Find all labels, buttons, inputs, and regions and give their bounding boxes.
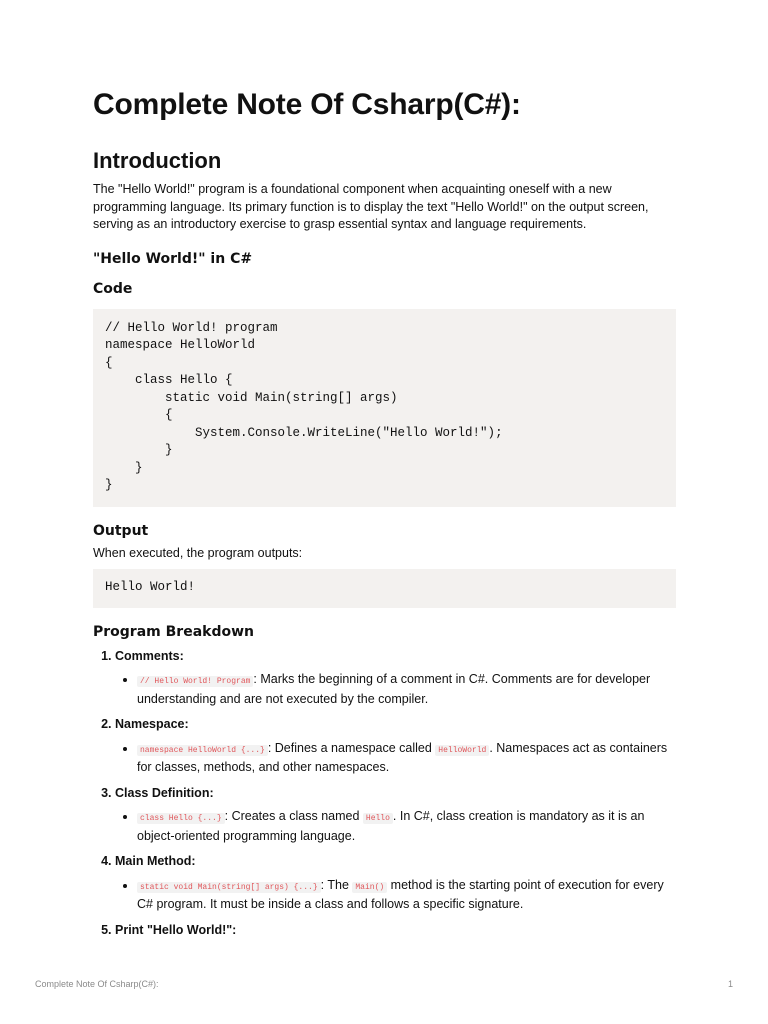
breakdown-item-title: Class Definition: [115,785,214,800]
breakdown-subitem [137,877,676,914]
inline-code: namespace HelloWorld {...} [137,745,268,756]
breakdown-sublist [115,877,676,914]
introduction-paragraph: The "Hello World!" program is a foundational component when acquainting oneself with a new programming language. Its primary function is to display the text "Hello World!" on the output screen, serving as an introductory exercise to grasp essential syntax and language requirements. [93,182,649,231]
inline-code: Hello [363,813,393,824]
inline-code: HelloWorld [435,745,489,756]
breakdown-item [115,648,676,709]
document-page [93,84,676,947]
code-block: // Hello World! program namespace HelloWorld { class Hello { static void Main(string[] args) { System.Console.WriteLine("Hello World!"); } } } [93,309,676,507]
inline-code: // Hello World! Program [137,676,253,687]
breakdown-sublist [115,671,676,708]
inline-code: static void Main(string[] args) {...} [137,882,321,893]
breakdown-sublist [115,740,676,777]
breakdown-item-title: Print "Hello World!": [115,922,237,937]
code-heading: Code [93,280,133,297]
hello-world-heading: "Hello World!" in C# [93,250,253,267]
breakdown-text: : Marks the beginning of a comment in C#. Comments are for developer understanding and are not executed by the compiler. [137,672,651,706]
breakdown-text: : Creates a class named [224,809,363,823]
output-code-block: Hello World! [93,569,676,608]
breakdown-subitem [137,671,676,708]
output-heading: Output [93,522,149,539]
breakdown-text: . Namespaces act as containers for classes, methods, and other namespaces. [137,740,668,774]
breakdown-item-title: Comments: [115,648,184,663]
footer-page-number: 1 [727,979,733,989]
breakdown-item [115,716,676,777]
breakdown-subitem [137,740,676,777]
breakdown-item [115,922,676,940]
breakdown-item-title: Namespace: [115,717,189,731]
program-breakdown-heading: Program Breakdown [93,623,254,640]
breakdown-item-title: Main Method: [115,854,196,868]
inline-code: class Hello {...} [137,813,225,824]
breakdown-text: method is the starting point of execution for every C# program. It must be inside a class and follows a specific signature. [137,877,664,911]
breakdown-sublist [115,808,676,845]
breakdown-list [93,648,676,940]
introduction-heading: Introduction [93,148,222,173]
footer-title: Complete Note Of Csharp(C#): [35,979,159,989]
breakdown-text: . In C#, class creation is mandatory as it is an object-oriented programming language. [137,809,645,843]
document-title: Complete Note Of Csharp(C#): [93,88,521,121]
breakdown-text: : Defines a namespace called [267,740,436,755]
breakdown-item [115,785,676,846]
breakdown-subitem [137,808,676,845]
breakdown-text: : The [320,877,353,892]
output-paragraph: When executed, the program outputs: [93,545,303,560]
inline-code: Main() [352,882,387,893]
breakdown-item [115,853,676,914]
